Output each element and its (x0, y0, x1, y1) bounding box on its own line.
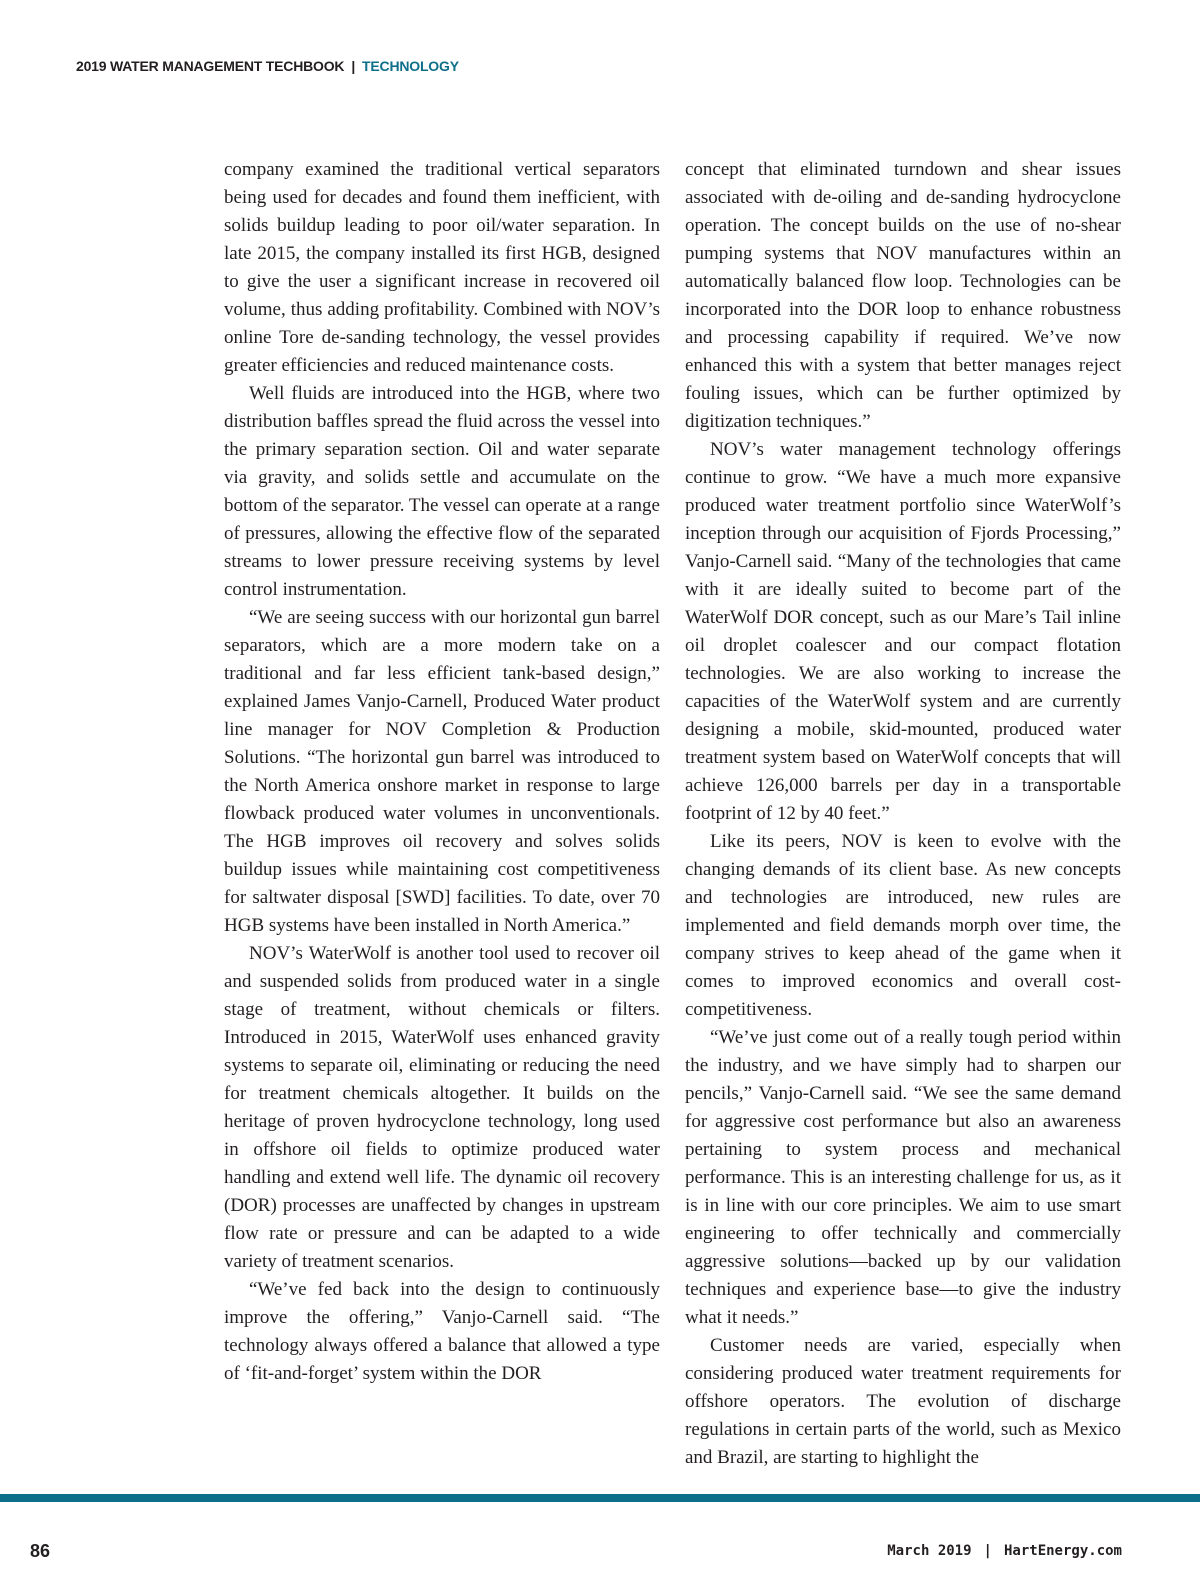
footer-rule (0, 1494, 1200, 1502)
paragraph: company examined the traditional vertical separators being used for decades and found them inefficient, with solids buildup leading to poor oil/water separation. In late 2015, the company installed its first HGB, designed to give the user a significant increase in recovered oil volume, thus adding profitability. Combined with NOV’s online Tore de-sanding technology, the vessel provides greater efficiencies and reduced maintenance costs. (224, 159, 660, 376)
paragraph: “We are seeing success with our horizontal gun barrel separators, which are a more modern take on a traditional and far less efficient tank-based design,” explained James Vanjo-Carnell, Produced Water product line manager for NOV Completion & Production Solutions. “The horizontal gun barrel was introduced to the North America onshore market in response to large flowback produced water volumes in unconventionals. The HGB improves oil recovery and solves solids buildup issues while maintaining cost competitiveness for saltwater disposal [SWD] facilities. To date, over 70 HGB systems have been installed in North America.” (224, 607, 660, 936)
article-column-left (224, 156, 660, 1388)
publication-title: 2019 WATER MANAGEMENT TECHBOOK (76, 58, 345, 74)
article-column-right (685, 156, 1121, 1472)
paragraph: Well fluids are introduced into the HGB, where two distribution baffles spread the fluid across the vessel into the primary separation section. Oil and water separate via gravity, and solids settle and accumulate on the bottom of the separator. The vessel can operate at a range of pressures, allowing the effective flow of the separated streams to lower pressure receiving systems by level control instrumentation. (224, 383, 660, 600)
website-link[interactable]: HartEnergy.com (1003, 1543, 1122, 1559)
paragraph: “We’ve fed back into the design to continuously improve the offering,” Vanjo-Carnell said. “The technology always offered a balance that allowed a type of ‘fit-and-forget’ system within the DOR (224, 1279, 660, 1384)
paragraph: concept that eliminated turndown and shear issues associated with de-oiling and de-sanding hydrocyclone operation. The concept builds on the use of no-shear pumping systems that NOV manufactures within an automatically balanced flow loop. Technologies can be incorporated into the DOR loop to enhance robustness and processing capability if required. We’ve now enhanced this with a system that better manages reject fouling issues, which can be further optimized by digitization techniques.” (685, 159, 1121, 432)
running-header (76, 58, 459, 74)
section-label: TECHNOLOGY (362, 58, 459, 74)
header-separator: | (351, 58, 356, 74)
page-number: 86 (30, 1541, 51, 1561)
paragraph: “We’ve just come out of a really tough period within the industry, and we have simply had to sharpen our pencils,” Vanjo-Carnell said. “We see the same demand for aggressive cost performance but also an awareness pertaining to system process and mechanical performance. This is an interesting challenge for us, as it is in line with our core principles. We aim to use smart engineering to offer technically and commercially aggressive solutions—backed up by our validation techniques and experience base—to give the industry what it needs.” (685, 1027, 1121, 1328)
paragraph: Like its peers, NOV is keen to evolve with the changing demands of its client base. As new concepts and technologies are introduced, new rules are implemented and field demands morph over time, the company strives to keep ahead of the game when it comes to improved economics and overall cost-competitiveness. (685, 831, 1121, 1020)
footer-info (887, 1543, 1122, 1559)
paragraph: NOV’s WaterWolf is another tool used to recover oil and suspended solids from produced water in a single stage of treatment, without chemicals or filters. Introduced in 2015, WaterWolf uses enhanced gravity systems to separate oil, eliminating or reducing the need for treatment chemicals altogether. It builds on the heritage of proven hydrocyclone technology, long used in offshore oil fields to optimize produced water handling and extend well life. The dynamic oil recovery (DOR) processes are unaffected by changes in upstream flow rate or pressure and can be adapted to a wide variety of treatment scenarios. (224, 943, 660, 1272)
footer-separator: | (983, 1543, 992, 1559)
issue-date: March 2019 (887, 1543, 972, 1559)
paragraph: Customer needs are varied, especially when considering produced water treatment requirements for offshore operators. The evolution of discharge regulations in certain parts of the world, such as Mexico and Brazil, are starting to highlight the (685, 1335, 1121, 1468)
paragraph: NOV’s water management technology offerings continue to grow. “We have a much more expansive produced water treatment portfolio since WaterWolf’s inception through our acquisition of Fjords Processing,” Vanjo-Carnell said. “Many of the technologies that came with it are ideally suited to become part of the WaterWolf DOR concept, such as our Mare’s Tail inline oil droplet coalescer and our compact flotation technologies. We are also working to increase the capacities of the WaterWolf system and are currently designing a mobile, skid-mounted, produced water treatment system based on WaterWolf concepts that will achieve 126,000 barrels per day in a transportable footprint of 12 by 40 feet.” (685, 439, 1121, 824)
